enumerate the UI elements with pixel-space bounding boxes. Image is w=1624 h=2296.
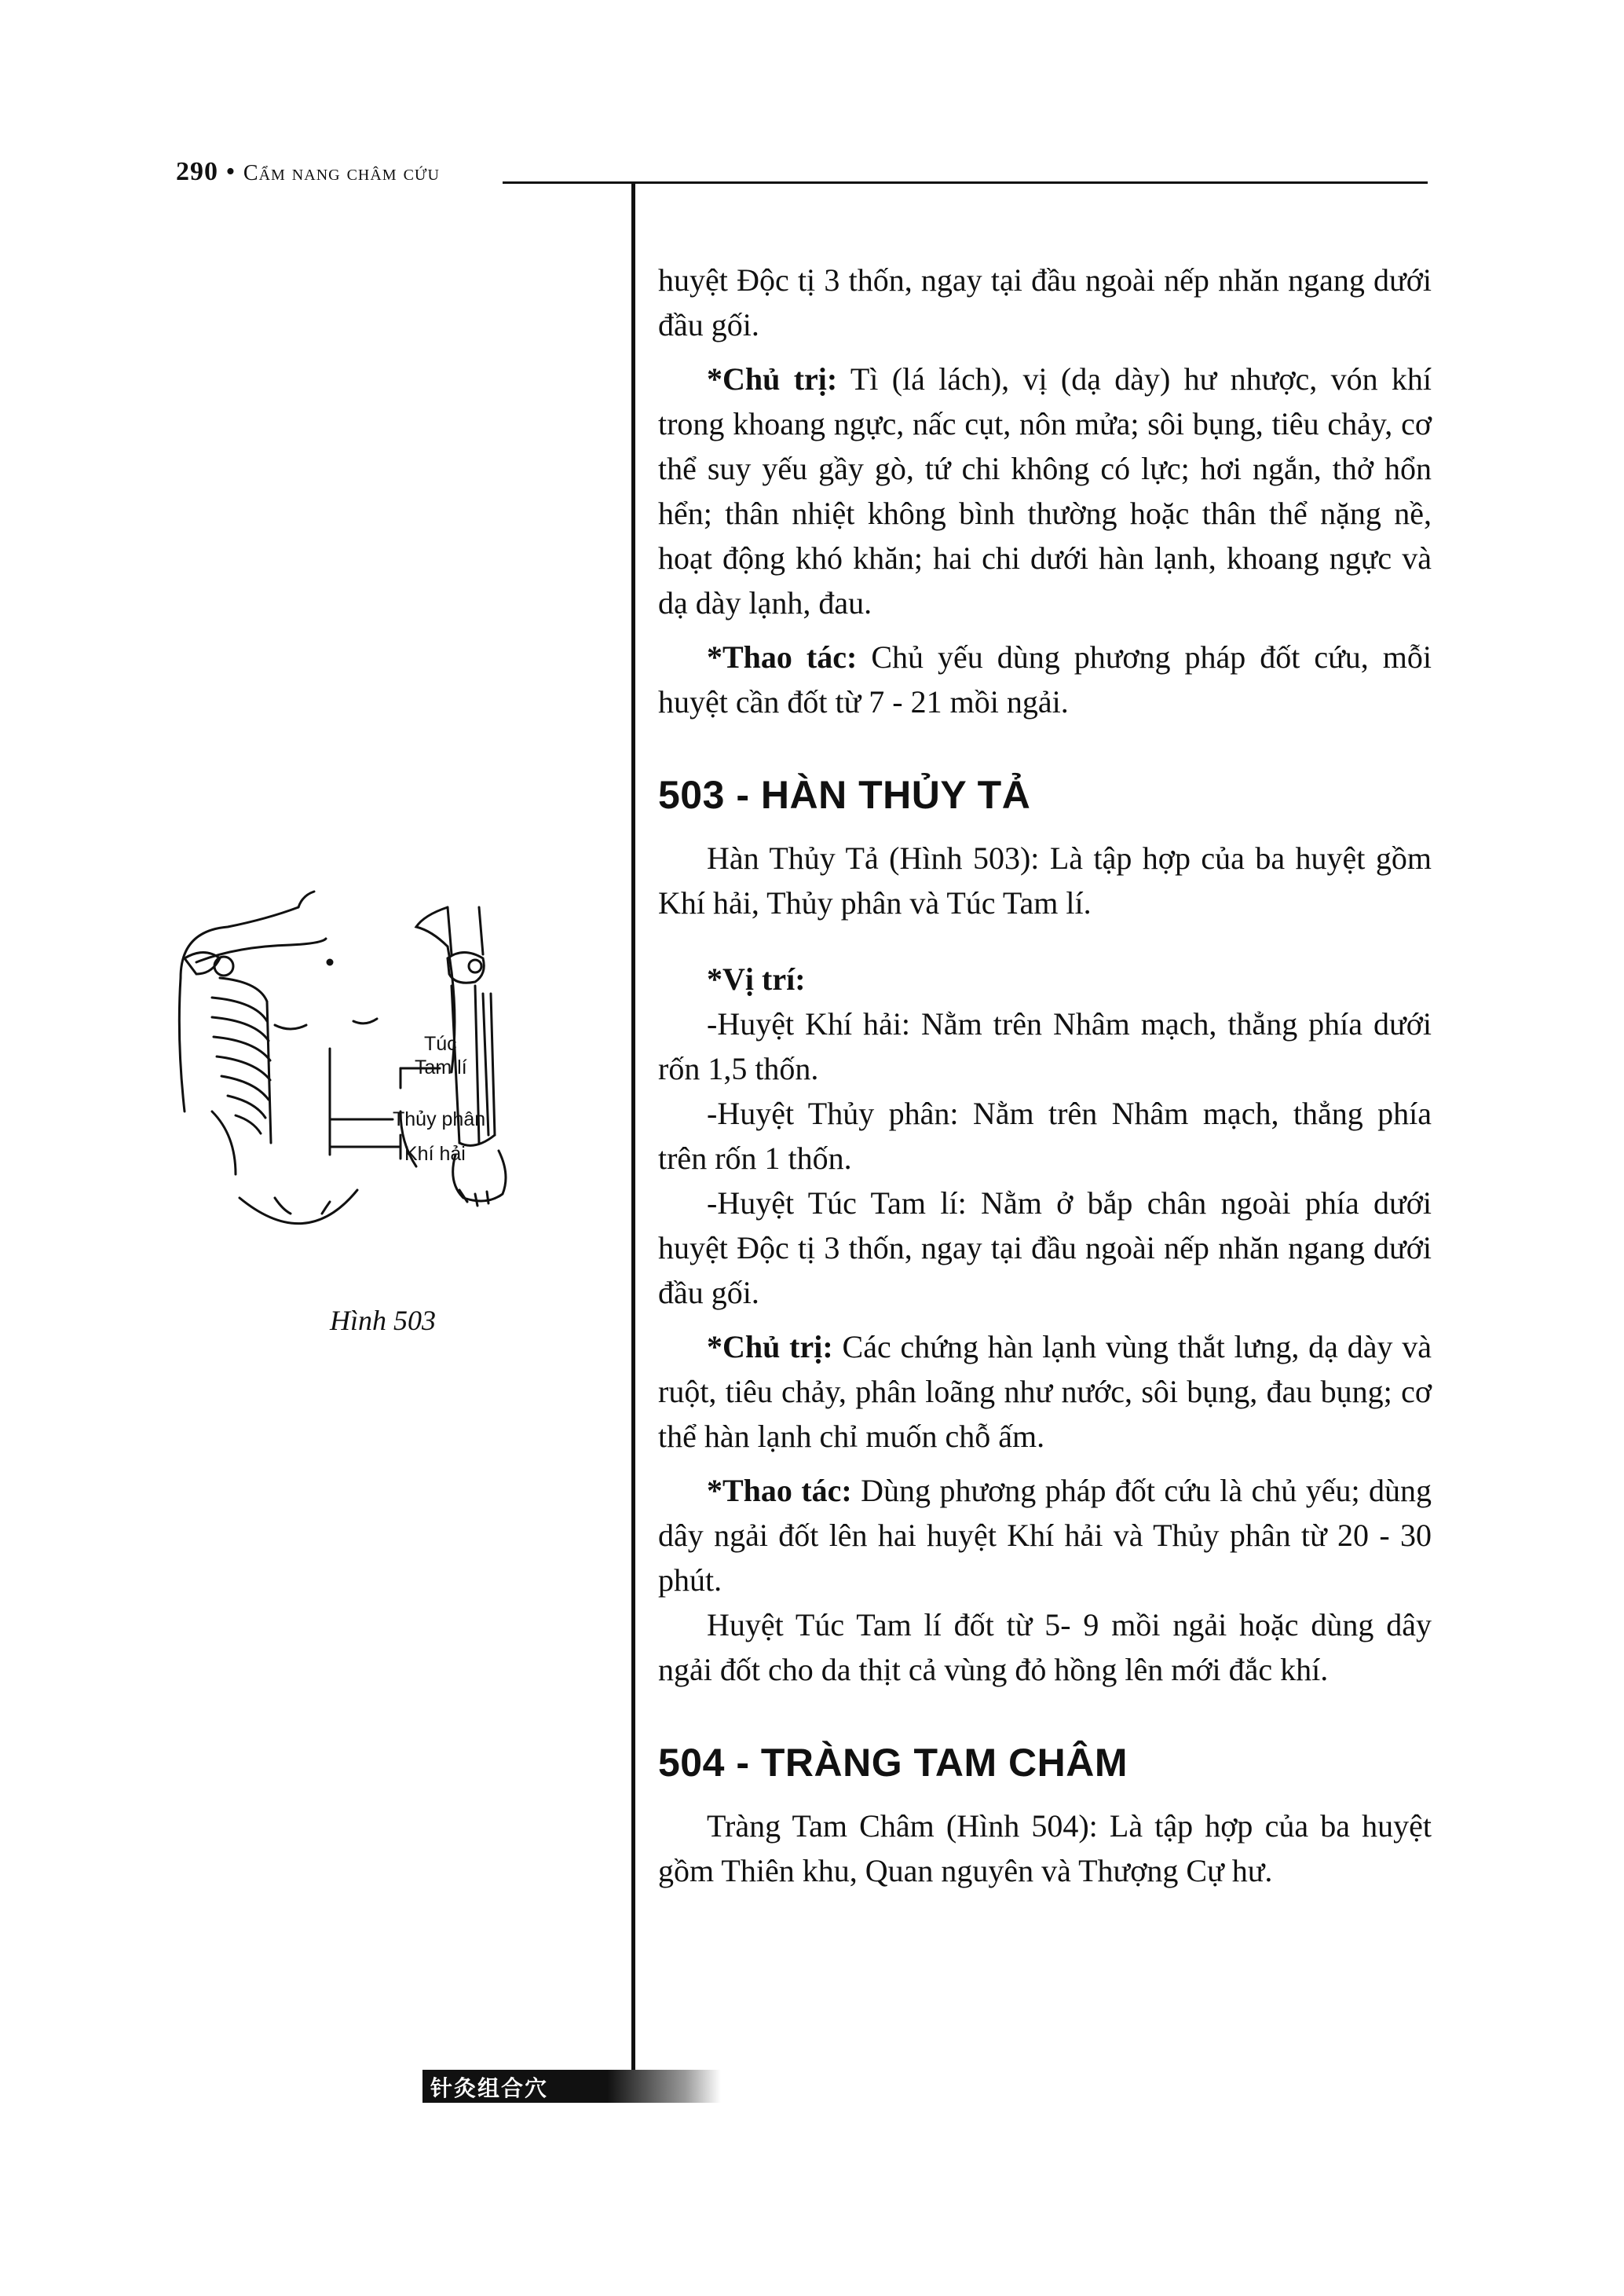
position-khi-hai: -Huyệt Khí hải: Nằm trên Nhâm mạch, thẳng phía dưới rốn 1,5 thốn. [658,1006,1432,1086]
label-khi-hai: Khí hải [404,1143,466,1165]
continuation-method [658,635,1432,724]
method-text: Chủ yếu dùng phương pháp đốt cứu, mỗi huyệt cần đốt từ 7 - 21 mồi ngải. [658,639,1432,720]
header-rule [503,181,1428,184]
indication-text: Tì (lá lách), vị (dạ dày) hư nhược, vón khí trong khoang ngực, nấc cụt, nôn mửa; sôi bụng, tiêu chảy, cơ thể suy yếu gầy gò, tứ chi không có lực; hơi ngắn, thở hổn hển; thân nhiệt không bình thường hoặc thân thể nặng nề, hoạt động khó khăn; hai chi dưới hàn lạnh, khoang ngực và dạ dày lạnh, đau. [658,361,1432,621]
section-503-method-2: Huyệt Túc Tam lí đốt từ 5- 9 mồi ngải hoặc dùng dây ngải đốt cho da thịt cả vùng đỏ hồng lên mới đắc khí. [658,1607,1432,1687]
section-503-indication: *Chủ trị: Các chứng hàn lạnh vùng thắt lưng, dạ dày và ruột, tiêu chảy, phân loãng như nước, sôi bụng, đau bụng; cơ thể hàn lạnh chỉ muốn chỗ ấm. [658,1329,1432,1454]
text-column [658,258,1432,1893]
page-number: 290 [176,157,218,186]
section-503-method: *Thao tác: Dùng phương pháp đốt cứu là chủ yếu; dùng dây ngải đốt lên hai huyệt Khí hải và Thủy phân từ 20 - 30 phút. [658,1473,1432,1598]
section-503-intro: Hàn Thủy Tả (Hình 503): Là tập hợp của ba huyệt gồm Khí hải, Thủy phân và Túc Tam lí. [658,840,1432,921]
footer-label: 针灸组合穴 [430,2075,549,2101]
figure-caption: Hình 503 [330,1305,436,1336]
continuation-location: huyệt Độc tị 3 thốn, ngay tại đầu ngoài nếp nhăn ngang dưới đầu gối. [658,262,1432,342]
indication-label: *Chủ trị: [707,361,838,397]
position-tuc-tam-li: -Huyệt Túc Tam lí: Nằm ở bắp chân ngoài phía dưới huyệt Độc tị 3 thốn, ngay tại đầu ngoài nếp nhăn ngang dưới đầu gối. [658,1185,1432,1310]
anatomy-illustration [165,884,589,1276]
section-heading-503: 503 - HÀN THỦY TẢ [658,773,1031,817]
header-bullet: • [225,157,243,186]
method-label: *Thao tác: [707,639,858,675]
label-tam-li: Tam lí [415,1056,467,1078]
book-title: Cẩm nang châm cứu [243,161,440,185]
figure-503 [165,884,589,1276]
position-thuy-phan: -Huyệt Thủy phân: Nằm trên Nhâm mạch, thẳng phía trên rốn 1 thốn. [658,1096,1432,1176]
running-header [176,157,440,187]
column-divider [631,182,635,2071]
section-heading-504: 504 - TRÀNG TAM CHÂM [658,1741,1128,1785]
continuation-indication [658,357,1432,625]
label-tuc: Túc [424,1033,457,1055]
label-thuy-phan: Thủy phân [393,1108,486,1130]
position-label: *Vị trí: [707,961,806,997]
section-504-intro: Tràng Tam Châm (Hình 504): Là tập hợp của ba huyệt gồm Thiên khu, Quan nguyên và Thượng Cự hư. [658,1808,1432,1888]
